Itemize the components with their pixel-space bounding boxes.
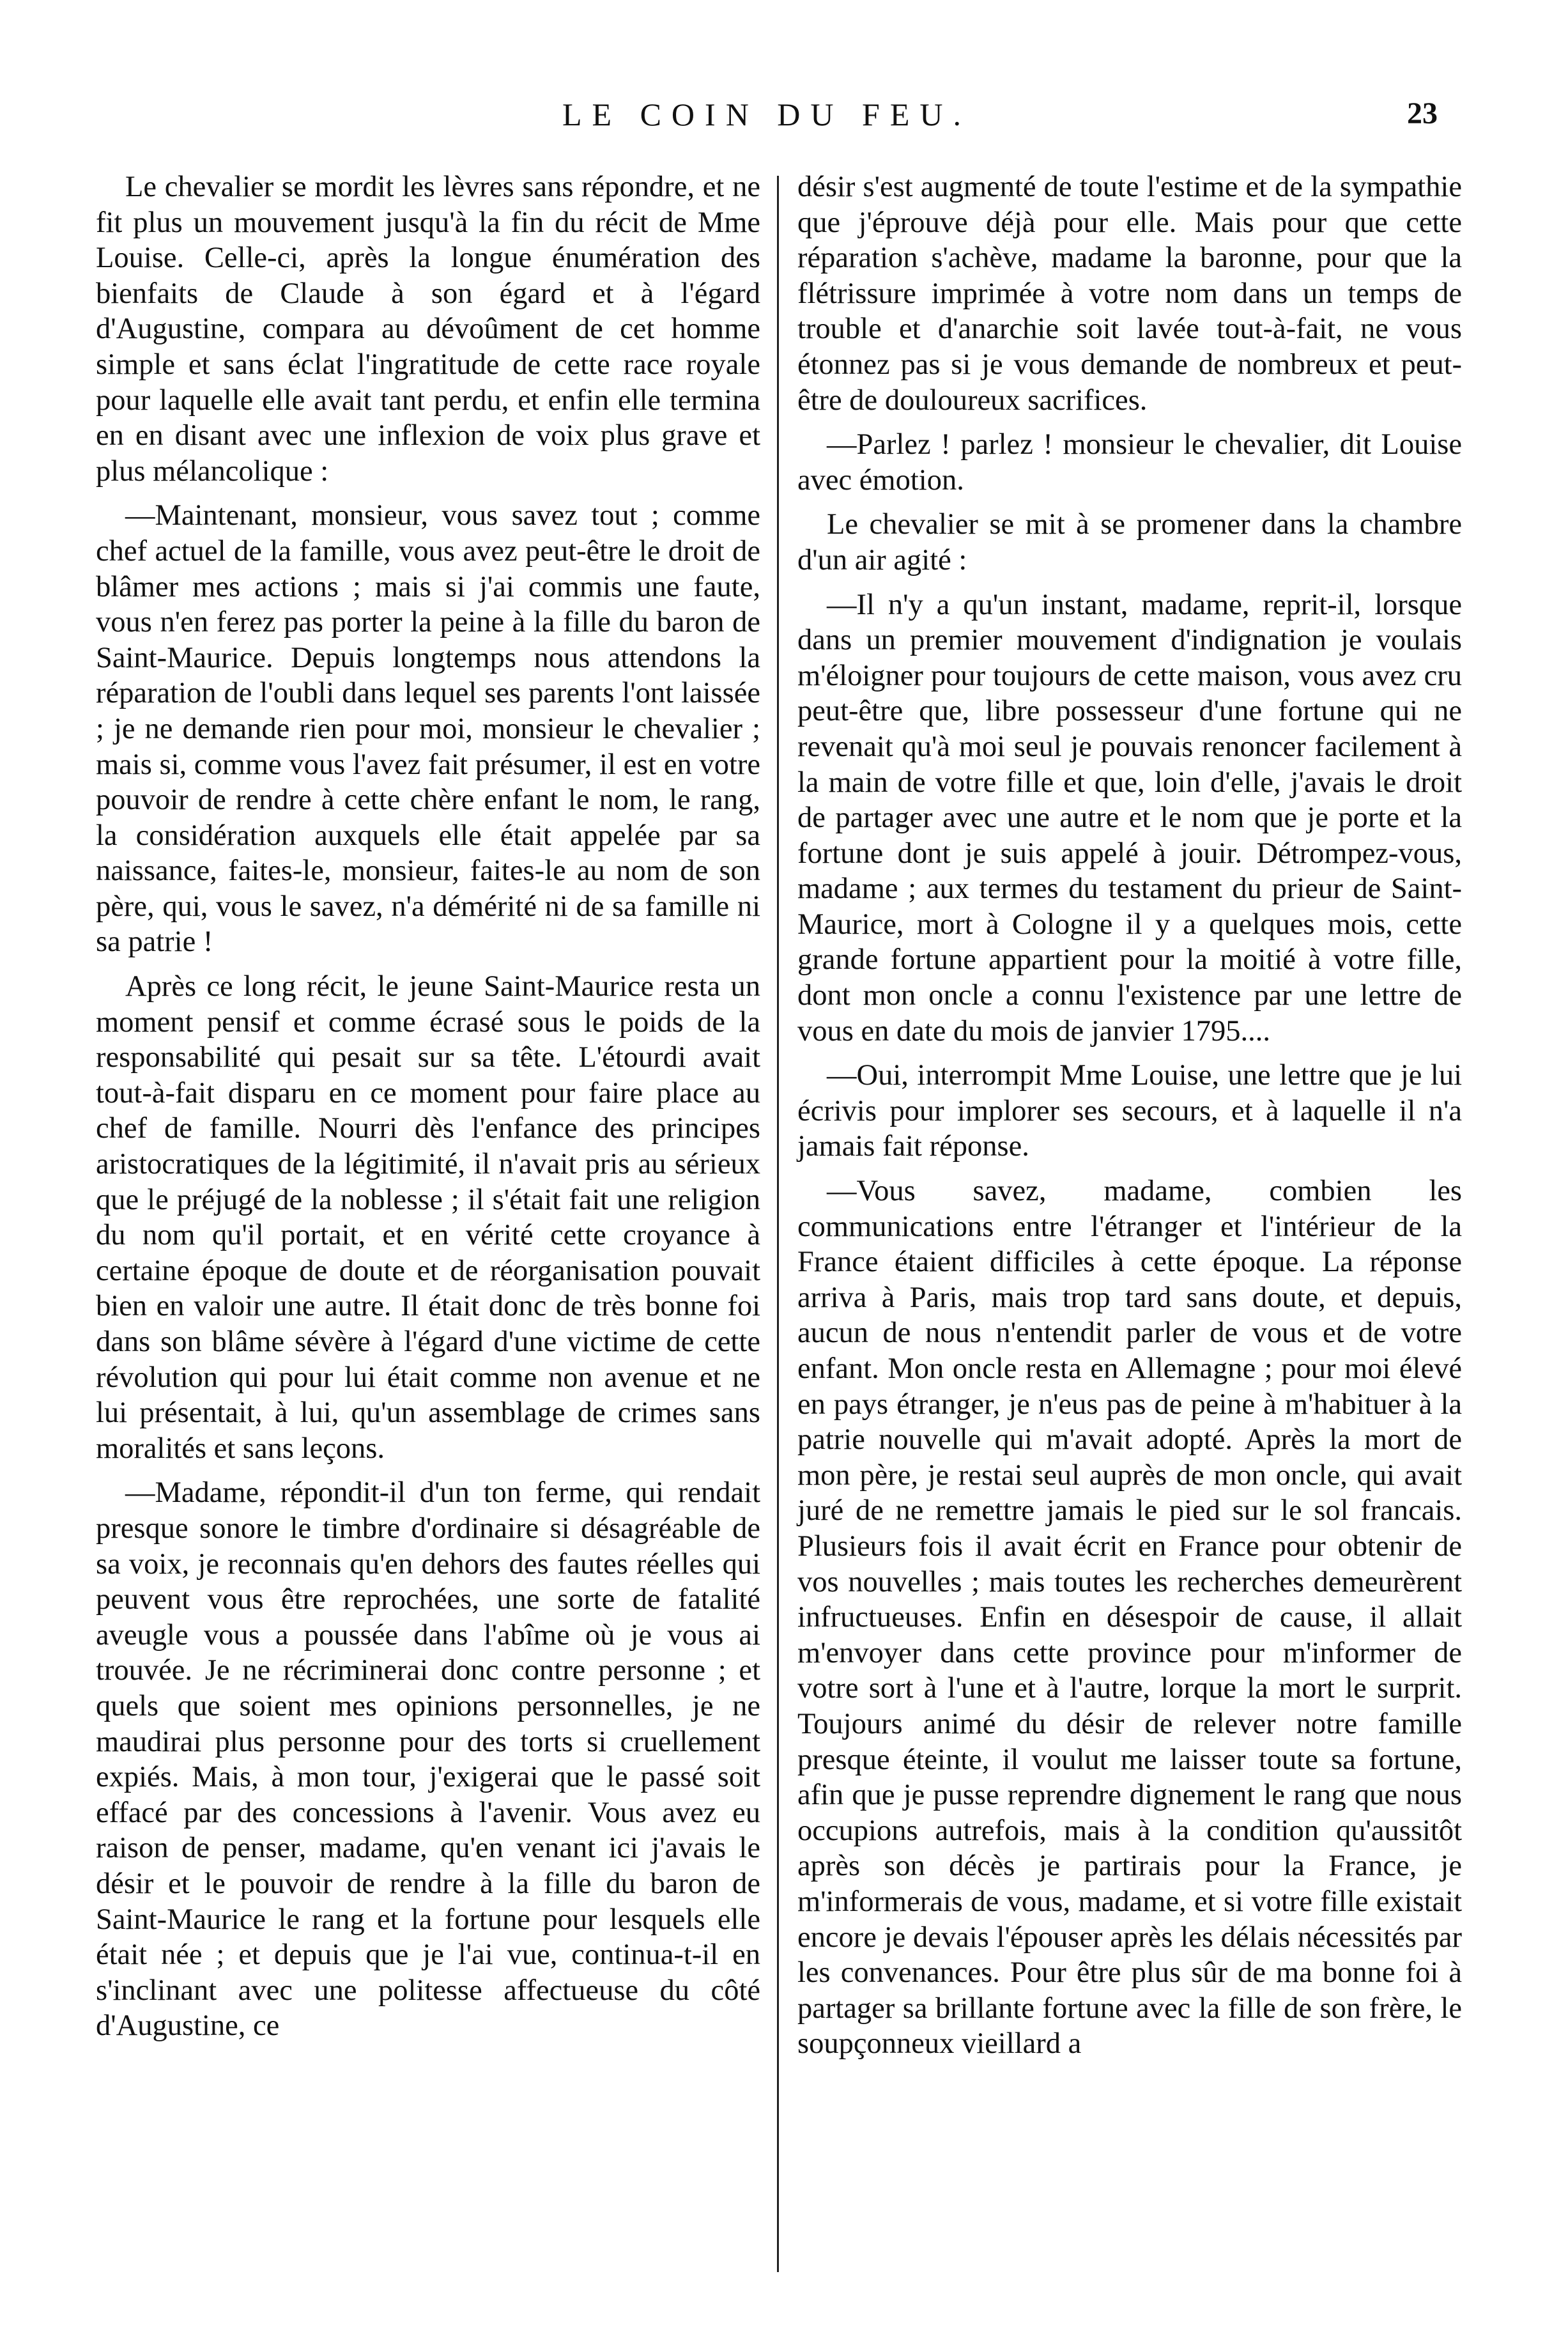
paragraph: Après ce long récit, le jeune Saint-Maurice resta un moment pensif et comme écrasé sous le poids de la responsabilité qui pesait sur sa tête. L'étourdi avait tout-à-fait disparu en ce moment pour faire place au chef de famille. Nourri dès l'enfance des principes aristocratiques de la légitimité, il n'avait pris au sérieux que le préjugé de la noblesse ; il s'était fait une religion du nom qu'il portait, et en vérité cette croyance à certaine époque de doute et de réorganisation pouvait bien en valoir une autre. Il était donc de très bonne foi dans son blâme sévère à l'égard d'une victime de cette révolution qui pour lui était comme non avenue et ne lui présentait, à lui, qu'un assemblage de crimes sans moralités et sans leçons. [96, 970, 760, 1465]
paragraph: —Vous savez, madame, combien les communications entre l'étranger et l'intérieur de la France étaient difficiles à cette époque. La réponse arriva à Paris, mais trop tard sans doute, et depuis, aucun de nous n'entendit parler de vous et de votre enfant. Mon oncle resta en Allemagne ; pour moi élevé en pays étranger, je n'eus pas de peine à m'habituer à la patrie nouvelle qui m'avait adopté. Après la mort de mon père, je restai seul auprès de mon oncle, qui avait juré de ne remettre jamais le pied sur le sol francais. Plusieurs fois il avait écrit en France pour obtenir de vos nouvelles ; mais toutes les recherches demeurèrent infructueuses. Enfin en désespoir de cause, il allait m'envoyer dans cette province pour m'informer de votre sort à l'une et à l'autre, lorque la mort le surprit. Toujours animé du désir de relever notre famille presque éteinte, il voulut me laisser toute sa fortune, afin que je pusse reprendre dignement le rang que nous occupions autrefois, mais à la condition qu'aussitôt après son décès je partirais pour la France, je m'informerais de vous, madame, et si votre fille existait encore je devais l'épouser après les délais nécessités par les convenances. Pour être plus sûr de ma bonne foi à partager sa brillante fortune avec la fille de son frère, le soupçonneux vieillard a [797, 1175, 1462, 2061]
page-number: 23 [1407, 97, 1438, 130]
paragraph: —Parlez ! parlez ! monsieur le chevalier, dit Louise avec émotion. [797, 428, 1462, 497]
paragraph: —Oui, interrompit Mme Louise, une lettre que je lui écrivis pour implorer ses secours, et à laquelle il n'a jamais fait réponse. [797, 1059, 1462, 1163]
running-head [96, 96, 1438, 147]
paragraph: —Il n'y a qu'un instant, madame, reprit-il, lorsque dans un premier mouvement d'indignation je voulais m'éloigner pour toujours de cette maison, vous avez cru peut-être que, libre possesseur d'une fortune qui ne revenait qu'à moi seul je pouvais renoncer facilement à la main de votre fille et que, loin d'elle, j'avais le droit de partager avec une autre et le nom que je porte et la fortune dont je suis appelé à jouir. Détrompez-vous, madame ; aux termes du testament du prieur de Saint-Maurice, mort à Cologne il y a quelques mois, cette grande fortune appartient pour la moitié à votre fille, dont mon oncle a connu l'existence par une lettre de vous en date du mois de janvier 1795.... [797, 588, 1462, 1048]
left-column [96, 169, 760, 2053]
paragraph: Le chevalier se mit à se promener dans la chambre d'un air agité : [797, 508, 1462, 576]
paragraph: —Maintenant, monsieur, vous savez tout ; comme chef actuel de la famille, vous avez peut-être le droit de blâmer mes actions ; mais si j'ai commis une faute, vous n'en ferez pas porter la peine à la fille du baron de Saint-Maurice. Depuis longtemps nous attendons la réparation de l'oubli dans lequel ses parents l'ont laissée ; je ne demande rien pour moi, monsieur le chevalier ; mais si, comme vous l'avez fait présumer, il est en votre pouvoir de rendre à cette chère enfant le nom, le rang, la considération auxquels elle était appelée par sa naissance, faites-le, monsieur, faites-le au nom de son père, qui, vous le savez, n'a démérité ni de sa famille ni sa patrie ! [96, 499, 760, 959]
paragraph: Le chevalier se mordit les lèvres sans répondre, et ne fit plus un mouvement jusqu'à la fin du récit de Mme Louise. Celle-ci, après la longue énumération des bienfaits de Claude à son égard et à l'égard d'Augustine, compara au dévoûment de cet homme simple et sans éclat l'ingratitude de cette race royale pour laquelle elle avait tant perdu, et enfin elle termina en en disant avec une inflexion de voix plus grave et plus mélancolique : [96, 171, 760, 488]
paragraph: désir s'est augmenté de toute l'estime et de la sympathie que j'éprouve déjà pour elle. Mais pour que cette réparation s'achève, madame la baronne, pour que la flétrissure imprimée à votre nom dans un temps de trouble et d'anarchie soit lavée tout-à-fait, ne vous étonnez pas si je vous demande de nombreux et peut-être de douloureux sacrifices. [797, 171, 1462, 417]
running-title: LE COIN DU FEU. [562, 97, 971, 132]
column-divider [777, 176, 779, 2272]
right-column [797, 169, 1462, 2071]
paragraph: —Madame, répondit-il d'un ton ferme, qui rendait presque sonore le timbre d'ordinaire si désagréable de sa voix, je reconnais qu'en dehors des fautes réelles qui peuvent vous être reprochées, une sorte de fatalité aveugle vous a poussée dans l'abîme où je vous ai trouvée. Je ne récriminerai donc contre personne ; et quels que soient mes opinions personnelles, je ne maudirai plus personne pour des torts si cruellement expiés. Mais, à mon tour, j'exigerai que le passé soit effacé par des concessions à l'avenir. Vous avez eu raison de penser, madame, qu'en venant ici j'avais le désir et le pouvoir de rendre à la fille du baron de Saint-Maurice le rang et la fortune pour lesquels elle était née ; et depuis que je l'ai vue, continua-t-il en s'inclinant avec une politesse affectueuse du côté d'Augustine, ce [96, 1476, 760, 2043]
